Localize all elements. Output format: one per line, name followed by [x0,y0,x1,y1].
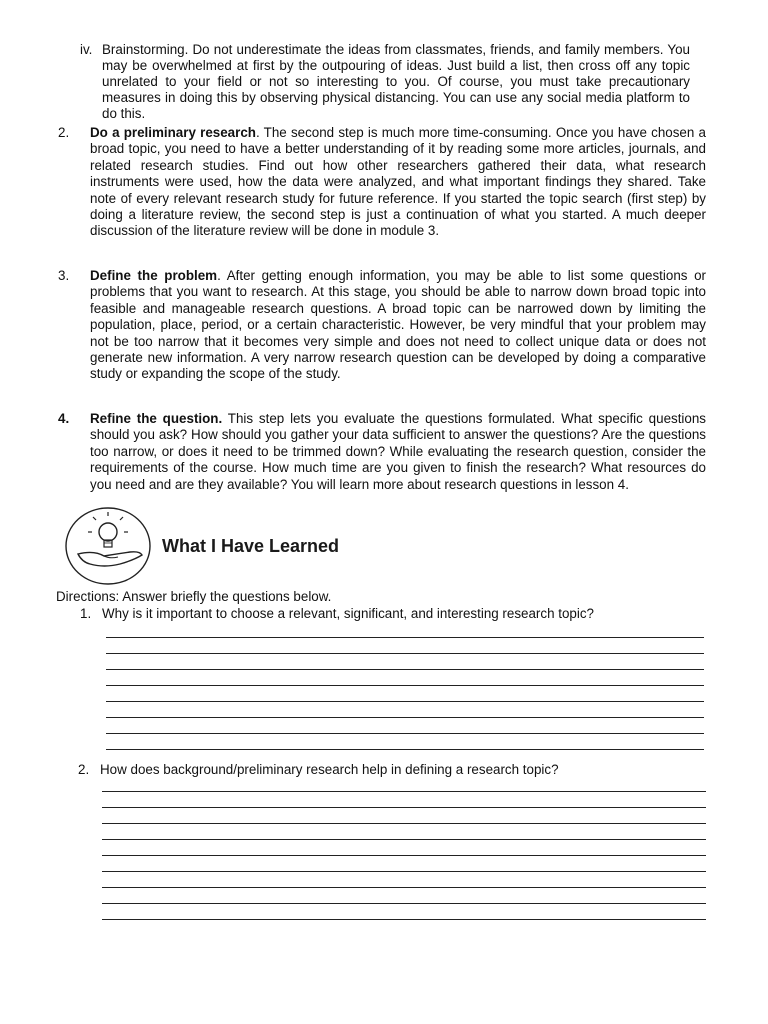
answer-line[interactable] [106,670,704,686]
answer-line[interactable] [102,792,706,808]
answer-line[interactable] [106,718,704,734]
subitem-text: Brainstorming. Do not underestimate the ideas from classmates, friends, and family members. You may be overwhelmed at first by the outpouring of ideas. Just build a list, then cross off any topic unrelated to your field or not so interesting to you. Of course, you must take precautionary measures in doing this by observing physical distancing. You can use any social media platform to do this. [102,42,690,121]
step-number: 4. [58,411,70,426]
step-text: . After getting enough information, you may be able to list some questions or problems that you want to research. At this stage, you should be able to narrow down broad topic into feasible and manageable research questions. A broad topic can be narrowed down by limiting the population, place, period, or a certain characteristic. However, be very mindful that your problem may not be too narrow that it becomes very simple and does not need to collect unique data or does not generate new information. A very narrow research question can be developed by doing a comparative study or expanding the scope of the study. [90,268,706,382]
answer-line[interactable] [106,654,704,670]
answer-lines-2[interactable] [102,776,706,920]
step-preliminary-research [58,125,706,240]
answer-line[interactable] [102,888,706,904]
subitem-number: iv. [80,42,93,57]
question-number: 2. [78,762,90,777]
step-title: Refine the question. [90,411,223,426]
answer-line[interactable] [102,856,706,872]
answer-line[interactable] [106,622,704,638]
answer-line[interactable] [102,824,706,840]
answer-line[interactable] [106,734,704,750]
section-title: What I Have Learned [162,536,340,556]
list-item-brainstorming [80,42,690,122]
answer-lines-1[interactable] [106,622,704,750]
directions-text: Directions: Answer briefly the questions below. [56,589,332,604]
step-title: Define the problem [90,268,218,283]
answer-line[interactable] [106,702,704,718]
answer-line[interactable] [102,808,706,824]
section-header [64,506,564,586]
answer-line[interactable] [102,904,706,920]
answer-line[interactable] [102,840,706,856]
answer-line[interactable] [106,686,704,702]
answer-line[interactable] [102,776,706,792]
step-refine-question [58,411,706,493]
step-body [58,125,706,240]
question-number: 1. [80,606,92,621]
question-text: Why is it important to choose a relevant, significant, and interesting research topic? [102,606,594,621]
step-text: This step lets you evaluate the questions formulated. What specific questions should you ask? How should you gather your data sufficient to answer the questions? Are the questions too narrow, or does it need to be trimmed down? While evaluating the research question, consider the requirements of the course. How much time are you given to finish the research? What resources do you need and are they available? You will learn more about research questions in lesson 4. [90,411,706,492]
lightbulb-in-hand-icon [64,506,152,586]
answer-line[interactable] [102,872,706,888]
step-text: . The second step is much more time-consuming. Once you have chosen a broad topic, you need to have a better understanding of it by reading some more articles, journals, and related research studies. Find out how other researchers gathered their data, what research instruments were used, how the data were analyzed, and what important findings they shared. Take note of every relevant research study for future reference. If you started the topic search (first step) by doing a literature review, the second step is just a continuation of what you started. A much deeper discussion of the literature review will be done in module 3. [90,125,706,239]
step-body [58,268,706,383]
step-title: Do a preliminary research [90,125,256,140]
answer-line[interactable] [106,638,704,654]
step-number: 3. [58,268,70,283]
step-define-problem [58,268,706,383]
question-1 [80,606,594,622]
step-number: 2. [58,125,70,140]
question-text: How does background/preliminary research help in defining a research topic? [100,762,559,777]
step-body [58,411,706,493]
